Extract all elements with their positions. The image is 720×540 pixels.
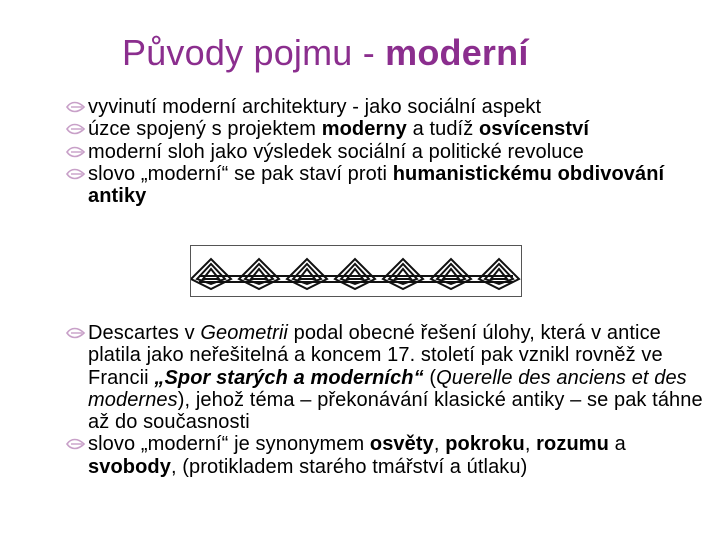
bullet-text-segment: vyvinutí moderní architektury - jako sociální aspekt [88,96,542,118]
bullet-text-segment: Descartes v [88,322,201,344]
bullet-item [66,433,706,478]
leaf-arrow-bullet-icon [66,122,86,136]
bullet-text-segment: , [433,433,446,456]
bullet-text-segment: , (protikladem starého tmářství a útlaku) [170,455,528,478]
title-part2: moderní [385,32,529,73]
leaf-arrow-bullet-icon [66,167,86,181]
bullet-text-segment: podal obecné řešení úlohy, která v antice platila jako neřešitelná a koncem 17. století pak vznikl rovněž ve Francii [88,322,663,389]
leaf-arrow-bullet-icon [66,145,86,159]
bullet-text-segment: moderní sloh jako výsledek sociální a politické revoluce [88,140,584,163]
bullet-item [66,96,706,118]
bullet-text-segment: moderny [321,118,407,141]
bullet-text-segment: úzce spojený s projektem [88,118,322,141]
diamond-ornament-image [190,245,522,297]
bullet-text-segment: Querelle des anciens et des modernes [88,366,687,411]
bullet-text-segment: ( [423,366,437,389]
bullet-text-segment: osvícenství [478,118,590,141]
bullet-text-segment: humanistickému obdivování antiky [88,162,665,208]
bullet-list-top [66,96,706,207]
diamond-ornament-svg [191,246,521,296]
leaf-arrow-bullet-icon [66,100,86,114]
bullet-text-segment: slovo „moderní“ se pak staví proti [88,162,393,185]
bullet-text-segment: Geometrii [200,322,288,344]
bullet-list-bottom [66,322,706,478]
bullet-text-segment: a tudíž [406,118,479,141]
bullet-text-segment: slovo „moderní“ je synonymem [88,433,370,456]
slide-title [122,32,529,74]
bullet-item [66,118,706,140]
bullet-text-segment: rozumu [536,433,609,456]
bullet-text-segment: a [608,433,626,456]
bullet-text-segment: osvěty [369,433,434,456]
bullet-text-segment: svobody [88,455,171,478]
bullet-item [66,163,706,208]
bullet-text-segment: „Spor starých a moderních“ [154,366,424,389]
leaf-arrow-bullet-icon [66,326,86,340]
bullet-text-segment: ), jehož téma – překonávání klasické antiky – se pak táhne až do současnosti [88,388,703,434]
bullet-item [66,141,706,163]
leaf-arrow-bullet-icon [66,437,86,451]
bullet-item [66,322,706,433]
title-part1: Původy pojmu - [122,32,386,73]
bullet-text-segment: pokroku [445,433,525,456]
bullet-text-segment: , [524,433,537,456]
